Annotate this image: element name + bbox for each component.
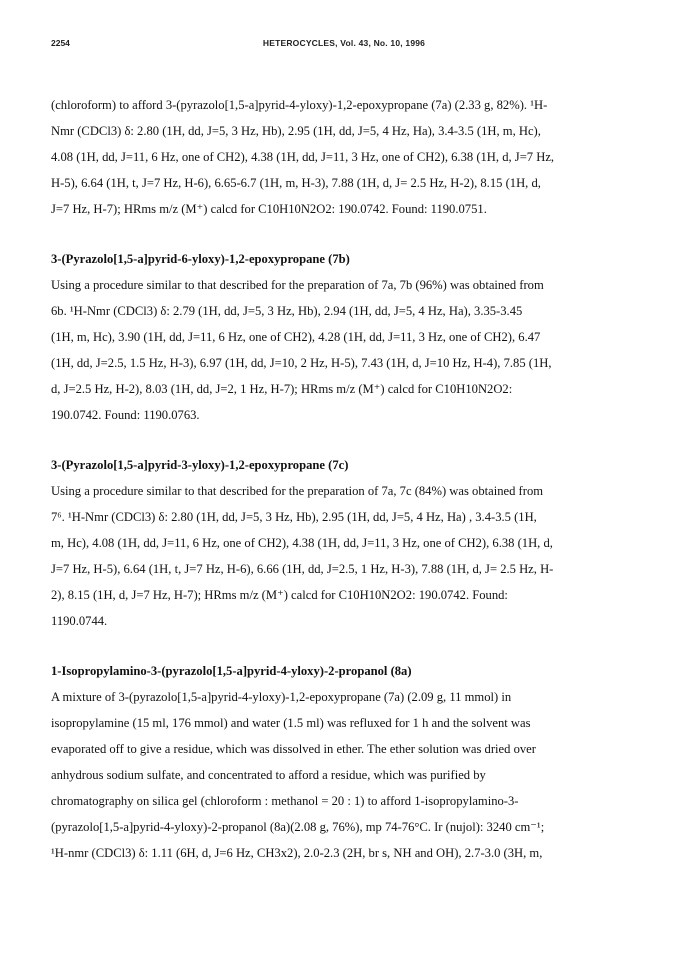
page-number: 2254 xyxy=(51,38,70,48)
text-line: Using a procedure similar to that described for the preparation of 7a, 7c (84%) was obtained from xyxy=(51,484,544,498)
section-7c xyxy=(51,452,637,634)
text-line: (chloroform) to afford 3-(pyrazolo[1,5-a]pyrid-4-yloxy)-1,2-epoxypropane (7a) (2.33 g, 82%). ¹H- xyxy=(51,98,548,112)
running-header xyxy=(0,38,688,52)
text-line: ¹H-nmr (CDCl3) δ: 1.11 (6H, d, J=6 Hz, CH3x2), 2.0-2.3 (2H, br s, NH and OH), 2.7-3.0 (3H, m, xyxy=(51,846,543,860)
text-line: isopropylamine (15 ml, 176 mmol) and water (1.5 ml) was refluxed for 1 h and the solvent was xyxy=(51,716,531,730)
section-gap xyxy=(51,222,637,246)
text-line: (1H, m, Hc), 3.90 (1H, dd, J=11, 6 Hz, one of CH2), 4.28 (1H, dd, J=11, 3 Hz, one of CH2), 6.47 xyxy=(51,330,541,344)
text-line: d, J=2.5 Hz, H-2), 8.03 (1H, dd, J=2, 1 Hz, H-7); HRms m/z (M⁺) calcd for C10H10N2O2: xyxy=(51,382,513,396)
text-line: H-5), 6.64 (1H, t, J=7 Hz, H-6), 6.65-6.7 (1H, m, H-3), 7.88 (1H, d, J= 2.5 Hz, H-2), 8.15 (1H, d, xyxy=(51,176,541,190)
section-gap xyxy=(51,634,637,658)
section-7b xyxy=(51,246,637,428)
section-8a xyxy=(51,658,637,866)
text-line: 190.0742. Found: 1190.0763. xyxy=(51,408,200,422)
text-line: A mixture of 3-(pyrazolo[1,5-a]pyrid-4-yloxy)-1,2-epoxypropane (7a) (2.09 g, 11 mmol) in xyxy=(51,690,512,704)
text-line: J=7 Hz, H-5), 6.64 (1H, t, J=7 Hz, H-6), 6.66 (1H, dd, J=2.5, 1 Hz, H-3), 7.88 (1H, d, J= 2.5 Hz, H- xyxy=(51,562,554,576)
text-line: 7⁶. ¹H-Nmr (CDCl3) δ: 2.80 (1H, dd, J=5, 3 Hz, Hb), 2.95 (1H, dd, J=5, 4 Hz, Ha) , 3.4-3.5 (1H, xyxy=(51,510,537,524)
text-line: chromatography on silica gel (chloroform : methanol = 20 : 1) to afford 1-isopropylamino-3- xyxy=(51,794,519,808)
text-line: 1190.0744. xyxy=(51,614,108,628)
text-line: 2), 8.15 (1H, d, J=7 Hz, H-7); HRms m/z (M⁺) calcd for C10H10N2O2: 190.0742. Found: xyxy=(51,588,508,602)
text-line: Nmr (CDCl3) δ: 2.80 (1H, dd, J=5, 3 Hz, Hb), 2.95 (1H, dd, J=5, 4 Hz, Ha), 3.4-3.5 (1H, m, Hc), xyxy=(51,124,541,138)
text-line: anhydrous sodium sulfate, and concentrated to afford a residue, which was purified by xyxy=(51,768,486,782)
text-line: Using a procedure similar to that described for the preparation of 7a, 7b (96%) was obtained from xyxy=(51,278,544,292)
text-line: (1H, dd, J=2.5, 1.5 Hz, H-3), 6.97 (1H, dd, J=10, 2 Hz, H-5), 7.43 (1H, d, J=10 Hz, H-4), 7.85 (1H, xyxy=(51,356,552,370)
intro-paragraph xyxy=(51,92,637,222)
text-line: evaporated off to give a residue, which was dissolved in ether. The ether solution was dried over xyxy=(51,742,536,756)
text-line: 4.08 (1H, dd, J=11, 6 Hz, one of CH2), 4.38 (1H, dd, J=11, 3 Hz, one of CH2), 6.38 (1H, d, J=7 Hz, xyxy=(51,150,555,164)
text-line: J=7 Hz, H-7); HRms m/z (M⁺) calcd for C10H10N2O2: 190.0742. Found: 1190.0751. xyxy=(51,202,487,216)
text-line: (pyrazolo[1,5-a]pyrid-4-yloxy)-2-propanol (8a)(2.08 g, 76%), mp 74-76°C. Ir (nujol): 3240 cm⁻¹; xyxy=(51,820,545,834)
section-heading: 1-Isopropylamino-3-(pyrazolo[1,5-a]pyrid-4-yloxy)-2-propanol (8a) xyxy=(51,664,412,678)
text-line: 6b. ¹H-Nmr (CDCl3) δ: 2.79 (1H, dd, J=5, 3 Hz, Hb), 2.94 (1H, dd, J=5, 4 Hz, Ha), 3.35-3.45 xyxy=(51,304,523,318)
section-heading: 3-(Pyrazolo[1,5-a]pyrid-6-yloxy)-1,2-epoxypropane (7b) xyxy=(51,252,350,266)
article-body xyxy=(51,92,637,866)
section-gap xyxy=(51,428,637,452)
text-line: m, Hc), 4.08 (1H, dd, J=11, 6 Hz, one of CH2), 4.38 (1H, dd, J=11, 3 Hz, one of CH2), 6.38 (1H, d, xyxy=(51,536,553,550)
section-heading: 3-(Pyrazolo[1,5-a]pyrid-3-yloxy)-1,2-epoxypropane (7c) xyxy=(51,458,349,472)
journal-citation: HETEROCYCLES, Vol. 43, No. 10, 1996 xyxy=(262,38,426,48)
